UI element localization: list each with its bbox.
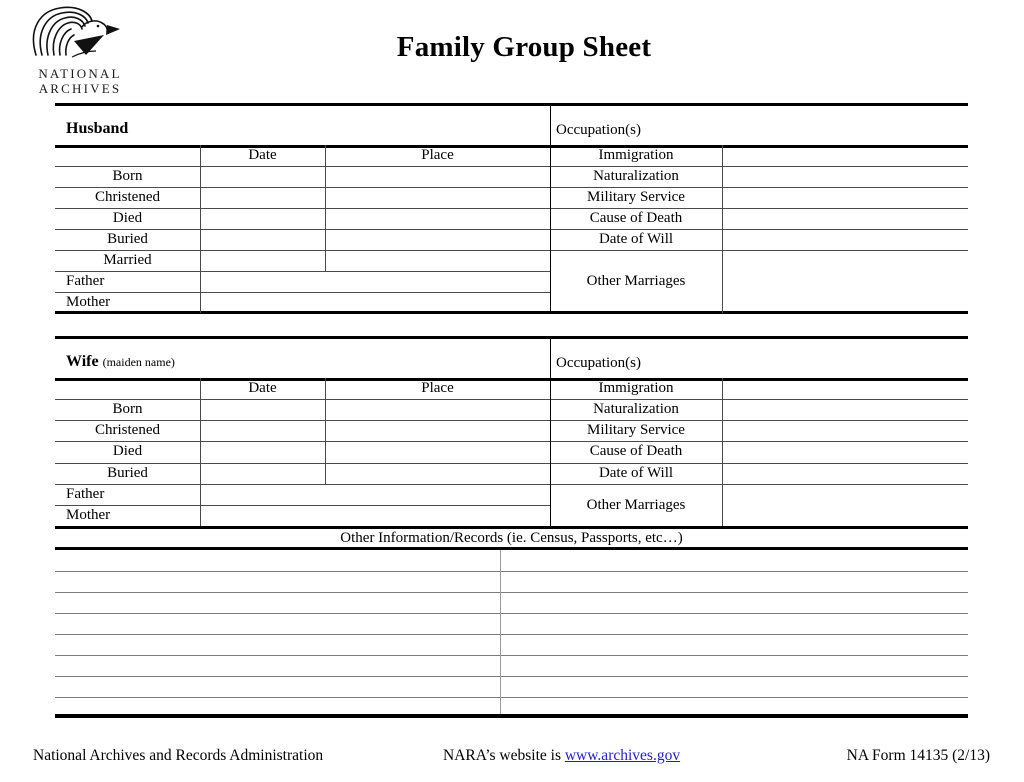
other-info-cell[interactable]	[55, 592, 499, 613]
husband-father-field[interactable]	[201, 271, 549, 292]
wife-name-field[interactable]	[215, 339, 549, 378]
other-info-cell[interactable]	[55, 634, 499, 655]
wife-born-date-field[interactable]	[201, 399, 324, 420]
other-info-cell[interactable]	[55, 697, 499, 714]
wife-naturalization-label: Naturalization	[593, 401, 679, 417]
husband-died-place-field[interactable]	[326, 208, 549, 229]
husband-mother-field[interactable]	[201, 292, 549, 313]
other-info-cell[interactable]	[55, 550, 499, 571]
wife-section-label	[66, 351, 175, 373]
husband-section	[55, 103, 968, 313]
wife-died-place-field[interactable]	[326, 441, 549, 463]
wife-buried-place-field[interactable]	[326, 463, 549, 484]
wife-date-of-will-field[interactable]	[723, 463, 968, 484]
wife-other-marriages-field[interactable]	[723, 484, 968, 526]
logo-text-line1: NATIONAL	[38, 66, 122, 81]
wife-christened-label: Christened	[95, 422, 160, 438]
other-info-cell[interactable]	[55, 613, 499, 634]
other-info-cell[interactable]	[501, 655, 968, 676]
wife-born-label: Born	[112, 401, 143, 417]
date-column-header: Date	[248, 380, 277, 396]
place-column-header: Place	[421, 147, 454, 163]
husband-other-marriages-field[interactable]	[723, 250, 968, 313]
wife-father-field[interactable]	[201, 484, 549, 505]
other-info-cell[interactable]	[55, 676, 499, 697]
wife-section	[55, 336, 968, 526]
wife-cause-of-death-label: Cause of Death	[589, 443, 683, 459]
husband-born-label: Born	[112, 168, 143, 184]
wife-mother-label: Mother	[66, 507, 111, 523]
husband-married-date-field[interactable]	[201, 250, 324, 271]
section-rule	[55, 714, 968, 718]
wife-died-date-field[interactable]	[201, 441, 324, 463]
husband-born-place-field[interactable]	[326, 166, 549, 187]
wife-maiden-note: (maiden name)	[102, 355, 175, 369]
other-info-cell[interactable]	[501, 592, 968, 613]
husband-naturalization-label: Naturalization	[593, 168, 679, 184]
husband-mother-label: Mother	[66, 294, 111, 310]
wife-naturalization-field[interactable]	[723, 399, 968, 420]
husband-immigration-field[interactable]	[723, 145, 968, 166]
wife-died-label: Died	[112, 443, 143, 459]
husband-name-field[interactable]	[175, 106, 549, 145]
husband-died-label: Died	[112, 210, 143, 226]
other-info-cell[interactable]	[55, 571, 499, 592]
wife-immigration-field[interactable]	[723, 378, 968, 399]
other-info-cell[interactable]	[501, 634, 968, 655]
wife-immigration-label: Immigration	[598, 380, 674, 396]
form-footer	[0, 746, 1024, 766]
husband-cause-of-death-label: Cause of Death	[589, 210, 683, 226]
other-info-cell[interactable]	[501, 697, 968, 714]
husband-buried-date-field[interactable]	[201, 229, 324, 250]
other-info-cell[interactable]	[501, 571, 968, 592]
wife-father-label: Father	[66, 486, 105, 502]
wife-label-text: Wife	[66, 353, 99, 370]
husband-occupations-label: Occupation(s)	[556, 122, 641, 138]
husband-date-of-will-field[interactable]	[723, 229, 968, 250]
other-info-cell[interactable]	[501, 550, 968, 571]
husband-military-service-label: Military Service	[587, 189, 685, 205]
husband-immigration-label: Immigration	[598, 147, 674, 163]
wife-date-of-will-label: Date of Will	[598, 465, 674, 481]
wife-occupations-label: Occupation(s)	[556, 355, 641, 371]
husband-father-label: Father	[66, 273, 105, 289]
other-info-cell[interactable]	[501, 676, 968, 697]
husband-cause-of-death-field[interactable]	[723, 208, 968, 229]
husband-date-of-will-label: Date of Will	[598, 231, 674, 247]
husband-christened-place-field[interactable]	[326, 187, 549, 208]
other-info-header: Other Information/Records (ie. Census, Passports, etc…)	[55, 526, 968, 550]
husband-occupations-field[interactable]	[655, 106, 967, 145]
footer-website-prefix: NARA’s website is	[443, 747, 565, 764]
wife-mother-field[interactable]	[201, 505, 549, 526]
footer-agency-text: National Archives and Records Administration	[33, 747, 324, 764]
wife-cause-of-death-field[interactable]	[723, 441, 968, 463]
husband-military-service-field[interactable]	[723, 187, 968, 208]
husband-married-place-field[interactable]	[326, 250, 549, 271]
wife-buried-date-field[interactable]	[201, 463, 324, 484]
husband-buried-label: Buried	[107, 231, 148, 247]
other-info-cell[interactable]	[501, 613, 968, 634]
wife-christened-date-field[interactable]	[201, 420, 324, 441]
husband-born-date-field[interactable]	[201, 166, 324, 187]
husband-died-date-field[interactable]	[201, 208, 324, 229]
archives-gov-link[interactable]: www.archives.gov	[564, 747, 681, 764]
footer-website-text	[443, 746, 680, 766]
other-info-lines	[55, 550, 968, 718]
logo-text-line2: ARCHIVES	[38, 81, 122, 96]
wife-born-place-field[interactable]	[326, 399, 549, 420]
husband-section-label: Husband	[66, 120, 129, 137]
husband-christened-date-field[interactable]	[201, 187, 324, 208]
husband-other-marriages-label: Other Marriages	[586, 273, 686, 289]
husband-naturalization-field[interactable]	[723, 166, 968, 187]
wife-military-service-field[interactable]	[723, 420, 968, 441]
wife-occupations-field[interactable]	[655, 339, 967, 378]
form-number-text: NA Form 14135 (2/13)	[846, 747, 990, 764]
date-column-header: Date	[248, 147, 277, 163]
wife-military-service-label: Military Service	[587, 422, 685, 438]
husband-christened-label: Christened	[95, 189, 160, 205]
wife-other-marriages-label: Other Marriages	[586, 497, 686, 513]
wife-buried-label: Buried	[107, 465, 148, 481]
other-info-cell[interactable]	[55, 655, 499, 676]
page-title: Family Group Sheet	[396, 31, 652, 63]
husband-buried-place-field[interactable]	[326, 229, 549, 250]
place-column-header: Place	[421, 380, 454, 396]
wife-christened-place-field[interactable]	[326, 420, 549, 441]
husband-married-label: Married	[103, 252, 152, 268]
